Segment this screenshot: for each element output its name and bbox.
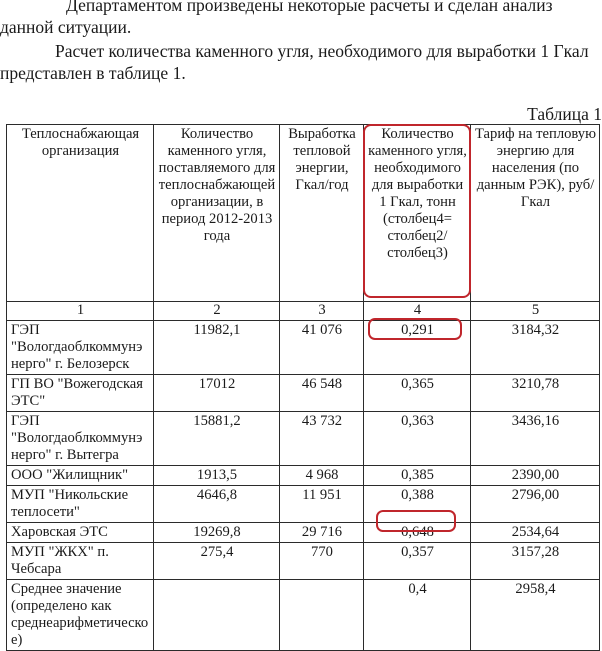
output-cell: 43 732	[280, 412, 364, 466]
column-number: 4	[364, 302, 471, 321]
tariff-cell: 3157,28	[471, 543, 600, 580]
output-cell: 770	[280, 543, 364, 580]
org-cell: ГЭП "Вологдаоблкоммунэнерго" г. Вытегра	[7, 412, 154, 466]
output-cell: 46 548	[280, 375, 364, 412]
tariff-cell: 3436,16	[471, 412, 600, 466]
coal-cell: 15881,2	[154, 412, 280, 466]
org-cell: ГП ВО "Вожегодская ЭТС"	[7, 375, 154, 412]
per-gcal-cell: 0,357	[364, 543, 471, 580]
table-row	[7, 523, 600, 543]
min-value-highlight	[368, 318, 462, 340]
max-value-highlight	[376, 510, 456, 532]
column-number: 5	[471, 302, 600, 321]
output-cell: 29 716	[280, 523, 364, 543]
header-coal-supplied: Количество каменного угля, поставляемого для теплоснабжающей организации, в период 2012-2013 года	[154, 125, 280, 302]
tariff-cell: 2534,64	[471, 523, 600, 543]
table-row	[7, 321, 600, 375]
org-cell: ООО "Жилищник"	[7, 466, 154, 486]
header-organization: Теплоснабжающая организация	[7, 125, 154, 302]
org-cell: Среднее значение (определено как среднеарифметическое)	[7, 580, 154, 651]
column-number: 2	[154, 302, 280, 321]
column-number: 1	[7, 302, 154, 321]
tariff-cell: 3184,32	[471, 321, 600, 375]
per-gcal-cell: 0,385	[364, 466, 471, 486]
coal-cell: 275,4	[154, 543, 280, 580]
org-cell: МУП "Никольские теплосети"	[7, 486, 154, 523]
per-gcal-cell: 0,388	[364, 486, 471, 523]
header-coal-per-gcal: Количество каменного угля, необходимого для выработки 1 Гкал, тонн (столбец4= столбец2/ столбец3)	[364, 125, 471, 302]
org-cell: ГЭП "Вологдаоблкоммунэнерго" г. Белозерск	[7, 321, 154, 375]
tariff-cell: 2390,00	[471, 466, 600, 486]
tariff-cell: 2958,4	[471, 580, 600, 651]
intro-paragraph-2: Расчет количества каменного угля, необходимого для выработки 1 Гкал представлен в таблице 1.	[0, 41, 589, 83]
tariff-cell: 2796,00	[471, 486, 600, 523]
coal-cell: 17012	[154, 375, 280, 412]
table-row-average	[7, 580, 600, 651]
output-cell: 4 968	[280, 466, 364, 486]
per-gcal-cell: 0,4	[364, 580, 471, 651]
table-row	[7, 486, 600, 523]
per-gcal-cell: 0,291	[364, 321, 471, 375]
output-cell: 11 951	[280, 486, 364, 523]
coal-cell: 19269,8	[154, 523, 280, 543]
column-number-row	[7, 302, 600, 321]
table-row	[7, 412, 600, 466]
intro-paragraph-1: Департаментом произведены некоторые расчеты и сделан анализ данной ситуации.	[0, 0, 553, 37]
per-gcal-cell: 0,365	[364, 375, 471, 412]
per-gcal-cell: 0,363	[364, 412, 471, 466]
header-tariff: Тариф на тепловую энергию для населения (по данным РЭК), руб/Гкал	[471, 125, 600, 302]
coal-cell: 11982,1	[154, 321, 280, 375]
table-header-row	[7, 125, 600, 302]
coal-table	[6, 124, 600, 651]
output-cell	[280, 580, 364, 651]
column-4-highlight	[363, 124, 471, 298]
coal-cell	[154, 580, 280, 651]
table-row	[7, 375, 600, 412]
table-row	[7, 543, 600, 580]
coal-cell: 1913,5	[154, 466, 280, 486]
org-cell: Харовская ЭТС	[7, 523, 154, 543]
org-cell: МУП "ЖКХ" п. Чебсара	[7, 543, 154, 580]
tariff-cell: 3210,78	[471, 375, 600, 412]
table-caption: Таблица 1	[527, 104, 602, 124]
coal-cell: 4646,8	[154, 486, 280, 523]
column-number: 3	[280, 302, 364, 321]
table-row	[7, 466, 600, 486]
per-gcal-cell: 0,648	[364, 523, 471, 543]
output-cell: 41 076	[280, 321, 364, 375]
header-heat-output: Выработка тепловой энергии, Гкал/год	[280, 125, 364, 302]
